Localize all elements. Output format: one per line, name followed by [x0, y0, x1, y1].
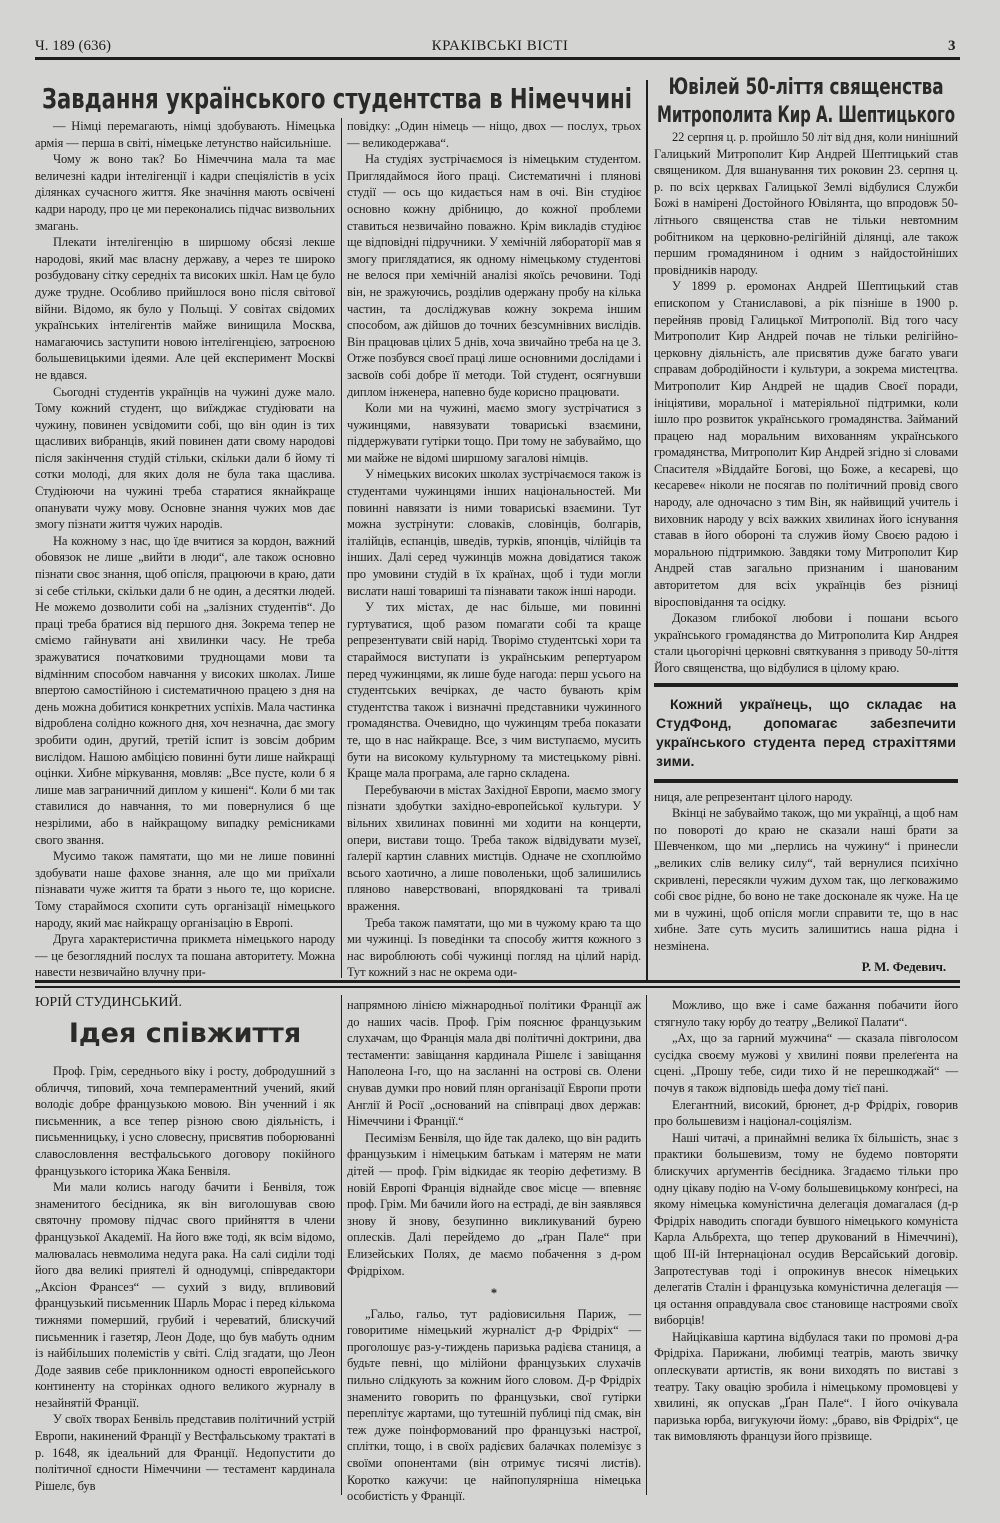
- article-column: [347, 118, 641, 981]
- paragraph: Доказом глибокої любови і пошани всього українського громадянства до Митрополита Кир Андрея стали цьогорічні церковні святкування з приводу 50-ліття Його священства, що відбулися в цілому краю.: [654, 611, 958, 675]
- paragraph: У німецьких високих школах зустрічаємося також із студентами чужинцями інших національностей. Ми повинні навязати із ними товариські взаємини. Тут можна зустрінути: словаків, словінців, болгарів, італійців, еспанців, шведів, турків, японців, чілійців та інших. Далі серед чужинців можна довідатися також про умовини студій в їх країнах, щоб і туди могли вислати наші товариші та пізнавати також інші народи.: [347, 467, 641, 598]
- article-title-line: Ювілей 50-ліття священства: [668, 75, 944, 99]
- paragraph: Сьогодні студентів українців на чужині дуже мало. Тому кожний студент, що виїжджає студіювати на чужину, повинен усвідомити собі, що він один із тих щасливих вибранців, який повинен дати свому народові після закінчення студій стільки, скільки дали б йому ті сотки молоді, для яких доля не була така щаслива. Студіюючи на чужині треба старатися якнайкраще опанувати чужу мову. Основне знання чужих мов дає змогу пізнати життя чужих народів.: [35, 384, 335, 532]
- section-rule: [35, 986, 960, 988]
- paragraph: ниця, але репрезентант цілого народу.: [654, 789, 853, 804]
- section-rule: [35, 980, 960, 983]
- paragraph: Перебуваючи в містах Західної Европи, маємо змогу пізнати здобутки західно-европейської культури. У вільних хвилинах повинні ми ходити на концерти, опери, вистави тощо. Треба також відвідувати музеї, ґалерії картин славних мистців. Одначе не схоплюймо всього хаотично, а лише поволеньки, щоб залишились пляново наверствовані, впорядковані та тривалі враження.: [347, 782, 641, 913]
- article-column: [35, 118, 335, 981]
- newspaper-name: КРАКІВСЬКІ ВІСТІ: [431, 38, 569, 54]
- paragraph: Друга характеристична прикмета німецького народу — це безоглядний послух та пошана авторитету. Можна навести незвичайно влучну при-: [35, 932, 335, 980]
- paragraph: Чому ж воно так? Бо Німеччина мала та має величезні кадри інтелігенції і кадри спеціялістів в усіх ділянках сучасного життя. Яке значіння мають освічені кадри народу, про це ми переконались підчас визвольних змагань.: [35, 152, 335, 233]
- header-rule: [35, 57, 960, 60]
- paragraph: У 1899 р. еромонах Андрей Шептицький став епископом у Станиславові, а рік пізніше в 1900 р. перейняв провід Галицької Митрополії. Від того часу Митрополит Кир Андрей почав не тільки релігійно-церковну діяльність, але присвятив дуже багато уваги справам добродійности і культури, а зокрема мистецтва. Митрополит Кир Андрей не щадив Своєї поради, ініціятиви, моральної і матеріяльної підтримки, коли ішло про розвиток українського громадянства. Займаний працею над моральним вихованням українського громадянства, Митрополит Кир Андрей згідно зі словами Спасителя »Віддайте Богові, що Боже, а кесареві, що кесареве« ніколи не посягав по політичний провід свого народу, але одночасно з тим Він, як найвищий учитель і виховник народу у всіх важких хвилинах його існування ставав в його обороні та служив йому Своєю радою і моральною підтримкою. Завдяки тому Митрополит Кир Андрей став загально признаним і шанованим авторитетом для всіх українців без різниці віросповідання та осідку.: [654, 279, 958, 609]
- byline: ЮРІЙ СТУДИНСЬКИЙ.: [35, 995, 183, 1010]
- author-signature: Р. М. Федевич.: [861, 958, 946, 974]
- paragraph: Мусимо також памятати, що ми не лише повинні здобувати наше фахове знання, але що ми приїхали пізнавати чуже життя та брати з нього те, що корисне. Тому стараймося схопити суть організації німецького народу, який має найкращу організацію в Европі.: [35, 849, 335, 930]
- column-divider: [341, 995, 342, 1495]
- article-title-svg: [35, 80, 640, 116]
- paragraph: Коли ми на чужині, маємо змогу зустрічатися з чужинцями, навязувати товариські взаємини, піддержувати гутірки тощо. При тому не забуваймо, що ми майже не відомі ширшому загалові німців.: [347, 401, 641, 465]
- article-column: [35, 1063, 335, 1494]
- paragraph: У тих містах, де нас більше, ми повинні гуртуватися, щоб разом помагати собі та краще репрезентувати свій нарід. Творімо студентські хори та стараймося виступати із українським репертуаром перед чужинцями, як лише буде нагода: перш усього на студентських вечірках, де часто бувають крім студентства також і визначні представники чужинного громадянства. Очевидно, що чужинцям треба показати те, що в нас найкраще. Все, з чим виступаємо, мусить бути на високому культурному та мистецькому рівні. Краще мала програма, але гарно складена.: [347, 600, 641, 781]
- column-divider: [646, 80, 648, 980]
- article-title-svg: [654, 99, 958, 129]
- paragraph: — Німці перемагають, німці здобувають. Німецька армія — перша в світі, німецьке летунство найсильніше.: [35, 119, 335, 150]
- column-divider: [341, 118, 342, 978]
- page-number: 3: [948, 38, 956, 54]
- issue-number: Ч. 189 (636): [35, 38, 111, 54]
- column-divider: [646, 995, 647, 1495]
- article-title: Ідея співжиття: [68, 1018, 302, 1049]
- studfond-notice: Кожний українець, що складає на СтудФонд, допомагає забезпечити українського студента перед страхіттями зими.: [656, 695, 956, 769]
- right-column: [654, 72, 958, 975]
- notice-rule: [654, 779, 958, 783]
- article-column: [347, 997, 641, 1505]
- article-title-svg: [654, 72, 958, 99]
- paragraph: Плекати інтелігенцію в ширшому обсязі лекше народові, який має власну державу, а через те широко розбудовану сітку середніх та високих шкіл. Нам це було дуже трудне. Особливо прийшлося воно після світової війни. Відомо, як було у Польщі. У совітах свідомих українських інтелігентів майже винищила Москва, намагаючись заступити новою інтелігенцією, затроєною большевицькими ідеями. Але цей експеримент Москві не вдався.: [35, 235, 335, 382]
- article-column: [654, 997, 958, 1445]
- article-title-line: Митрополита Кир А. Шептицького: [657, 103, 955, 128]
- paragraph: Треба також памятати, що ми в чужому краю та що ми чужинці. Із поведінки та способу життя кожного з нас вироблюють собі чужинці погляд на цілий нарід. Тут кожний з нас не окрема оди-: [347, 915, 641, 980]
- paragraph: Елегантний, високий, брюнет, д-р Фрідріх, говорив про большевизм і націонал-соціялізм.: [654, 1097, 958, 1129]
- article-title: Завдання українського студентства в Німеччині: [42, 82, 632, 115]
- paragraph: 22 серпня ц. р. пройшло 50 літ від дня, коли нинішний Галицький Митрополит Кир Андрей Шептицький став священиком. Для вшанування тих роковин 23. серпня ц. р. по всіх церквах Галицької Землі відбулися Служби Божі в намірені Достойного Ювілянта, що впродовж 50-літнього священства став не тільки невтомним робітником на церковно-релігійній ділянці, але також першим громадянином і одним з найдостойніших провідників народу.: [654, 130, 958, 277]
- paragraph: Вкінці не забуваймо також, що ми українці, а щоб нам по повороті до краю не сказали наші брати за Шевченком, що ми „перлись на чужину“ і принесли „великих слів велику силу“, тай вернулися психічно скривлені, пересякли чужим духом так, що легковажимо собі своє рідне, бо воно не таке досконале як чуже. На це ми в чужині, щоб опісля могли справити те, що в нас хибне. Зате суть мусить залишитись наша рідна і незмінена.: [654, 806, 958, 953]
- paragraph: На студіях зустрічаємося із німецьким студентом. Приглядаймося його праці. Систематичні і плянові студії — ось що кидається нам в очі. Він студіює основно кожну дрібницю, до кожної проблеми ставиться незвичайно поважно. Крім викладів студіює ще відповідні підручники. У хемічній лябораторії мав я змогу приглядатися, як одному німецькому студентові не велося при хемічній аналізі якоїсь речовини. Тоді він, не зражуючись, розділив одержану пробу на кілька частин, та досліджував кожну зокрема іншим способом, аж дійшов до точних безсумнівних вислідів. Він працював цілих 5 днів, хоча звичайно треба на це 3. Отже позбувся своєї праці лише основними дослідами і засвоїв собі добре її методи. Той студент, осягнувши диплом інженера, напевно буде корисно працювати.: [347, 152, 641, 399]
- paragraph: На кожному з нас, що їде вчитися за кордон, важний обовязок не лише „вийти в люди“, але також основно пізнати своє знання, щоб опісля, працюючи в краю, дати зі себе стільки, скільки дали б не один, а десятки людей. Не можемо дозволити собі на „залізних студентів“. До праці треба братися від першого дня. Зокрема тепер не сміємо гайнувати ані хвилинки часу. Не треба зражуватися початковими труднощами мови та відмінним способом навчання у високих школах. Лише впертою самостійною і систематичною працею з дня на день можна добитися конкретних успіхів. Мала частинка відроблена солідно кожного дня, хоч незначна, дає змогу зробити один, другий, третій іспит із зовсім добрим вислідом. Нашою амбіцією повинні бути лише найкращі оцінки. Хибне міркування, мовляв: „Все пусте, коли б я лише мав заграничний диплом у кишені“. Коли б ми так ставилися до навчання, то ми повернулися б ще незрілими, або в найкращому випадку ремісниками свого звання.: [35, 533, 335, 847]
- notice-rule: [654, 683, 958, 687]
- paragraph: повідку: „Один німець — ніщо, двох — послух, трьох — великодержава“.: [347, 119, 641, 150]
- section-separator: *: [490, 1286, 498, 1301]
- paragraph: Можливо, що вже і саме бажання побачити його стягнуло таку юрбу до театру „Великої Палати“.: [654, 998, 958, 1029]
- paragraph: Найцікавіша картина відбулася таки по промові д-ра Фрідріха. Парижани, любимці театрів, мають звичку оплескувати артистів, як вони виходять по виставі з театру. Таку овацію зробила і німецькому промовцеві у хвилині, як опускав „Ґран Пале“. І його очікувала паризька юрба, вигукуючи йому: „браво, вів Фрідріх“, це так вимовляють французи його прізвище.: [654, 1329, 958, 1444]
- paragraph: Наші читачі, а принаймні велика їх більшість, знає з практики большевизм, тому не будемо повторяти блискучих арґументів бесідника. Згадаємо тільки про одну цікаву подію на V-ому большевицькому конґресі, на якому німецька комуністична делегація домагалася (д-р Фрідріх наводить спогади бувшого німецького комуніста Карла Альбрехта, що тепер друкований в Німеччині), щоб ІІІ-ій Інтернаціонал осудив Версайський договір. Запротестував тоді і опрокинув внесок німецьких делегатів Сталін і французька комуністична делегація — ця остання оправдувала своє становище настроями своїх виборців!: [654, 1130, 958, 1328]
- paragraph: Песимізм Бенвіля, що йде так далеко, що він радить французьким і німецьким батькам і матерям не мати дітей — проф. Грім відкидає як теорію дефетизму. В новій Европі Франція віднайде своє місце — впевняє проф. Грім. Ми бачили його на естраді, де він заявлявся знову й знову, безупинно викликуваний бурею оплесків. Далі перейдемо до „ґран Пале“ при Елизейських Полях, де маємо побачення з д-ром Фрідріхом.: [347, 1130, 641, 1278]
- paragraph: Проф. Грім, середнього віку і росту, добродушний з обличчя, типовий, хоча темпераментний учений, який володіє добре французькою мовою. Він ученний і як письменник, а все тепер різною свою діяльність, і письменницьку, і усно словесну, присвятив поборюванні славословлення вестфальського договору покійного французького історика Жака Бенвіля.: [35, 1064, 335, 1178]
- paragraph: Ми мали колись нагоду бачити і Бенвіля, тож знаменитого бесідника, як він виголошував свою святочну промову підчас свого прийняття в члени французької Академії. На його вже тоді, як всім відомо, малювалась невмолима недуга рака. На салі сиділи тоді його два великі приятелі й однодумці, співредактори „Аксіон Франсез“ — сухий з виду, впливовий французький письменник Шарль Морас і перед кількома тижнями померший, грубий і череватий, блискучий письменник і газетяр, Леон Доде, що був мабуть одним із найбільших полемістів у світі. Слід згадати, що Леон Доде заявив себе приклонником одності европейського континенту на сторінках одного великого журналу в незайнятій Франції.: [35, 1180, 335, 1410]
- paragraph: „Ах, що за гарний мужчина“ — сказала півголосом сусідка своєму мужові у хвилині появи прелеґента на сцені. „Прошу тебе, сиди тихо й не перешкоджай“ — почув я також відповідь шефа дому тієї пані.: [654, 1031, 958, 1095]
- paragraph: „Гальо, гальо, тут радіовисильня Париж, — говоритиме німецький журналіст д-р Фрідріх“ — проголошує раз-у-тиждень паризька радієва станиця, а будьте певні, що мілійони французьких слухачів пильно слідкують за кожним його словом. Д-р Фрідріх знаменито говорить по французьки, свої гутірки переплітує жартами, що тутешній публиці під смак, він теж дуже поінформований про французькі настрої, сплітки, тощо, і в своїх радієвих балачках полемізує з своїми опонентами (він отримує тисячі листів). Коротко кажучи: це найпопулярніша німецька особистість у Франції.: [347, 1306, 641, 1504]
- paragraph: напрямною лінією міжнародньої політики Франції аж до наших часів. Проф. Грім пояснює французьким слухачам, що Франція мала дві політичні доктрини, два тестаменти: завіщання кардинала Рішелє і завіщання Наполеона І-го, що на засланні на острові св. Олени снував думки про новий плян організації Европи проти Англії й Росії „оснований на співпраці двох держав: Німеччини і Франції.“: [347, 998, 641, 1129]
- paragraph: У своїх творах Бенвіль представив політичний устрій Европи, накинений Франції у Вестфальському трактаті в р. 1648, як ідеальний для Франції. Недопустити до політичної єдности Німеччини — тестамент кардинала Рішелє, був: [35, 1412, 335, 1493]
